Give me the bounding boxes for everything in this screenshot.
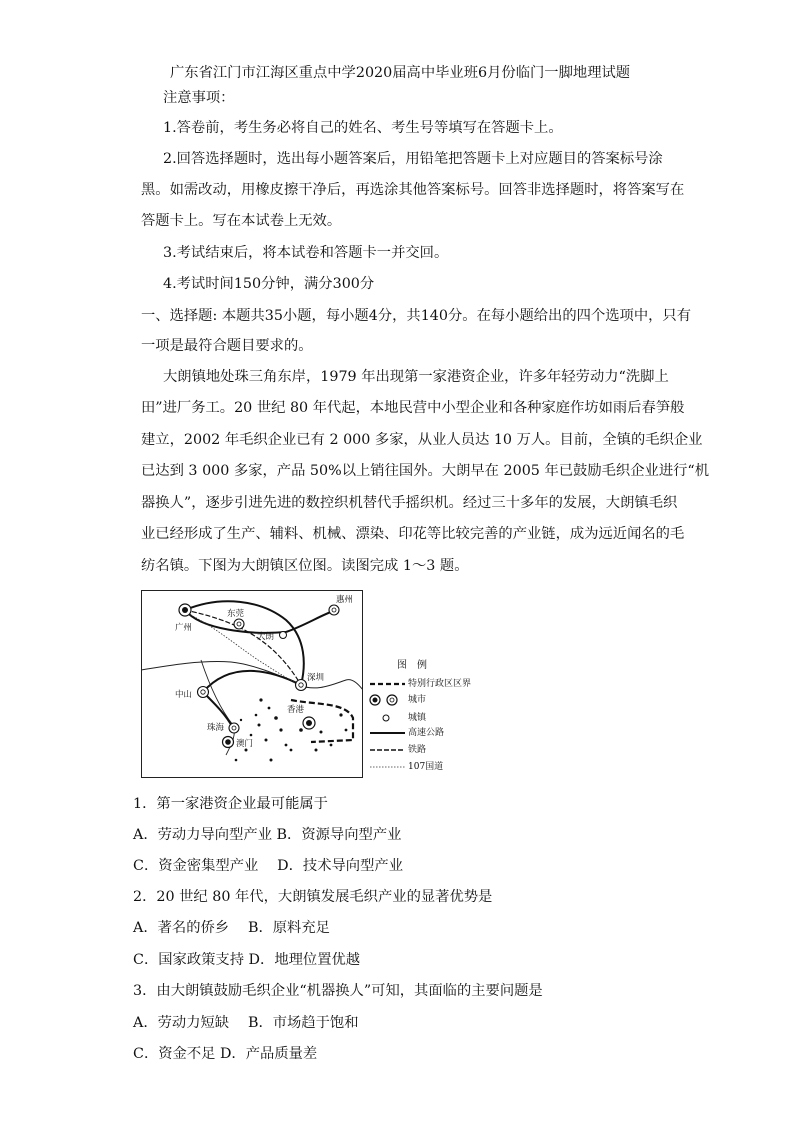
option-line: A．劳动力导向型产业 B．资源导向型产业 [133,827,402,843]
question-line: 1．第一家港资企业最可能属于 [133,796,328,812]
option-line: C．资金密集型产业 D．技术导向型产业 [133,858,403,874]
passage-line: 田”进厂务工。20 世纪 80 年代起，本地民营中小型企业和各种家庭作坊如雨后春笋般 [141,400,685,416]
passage-line: 已达到 3 000 多家，产品 50%以上销往国外。大朗早在 2005 年已鼓励毛织企业进行“机 [141,463,710,479]
legend-label: 铁路 [408,745,427,755]
section-line: 一、选择题: 本题共35小题，每小题4分，共140分。在每小题给出的四个选项中，只有 [141,308,692,324]
passage-line: 建立，2002 年毛织企业已有 2 000 多家，从业人员达 10 万人。目前，全镇的毛织企业 [141,432,703,448]
city-label: 广州 [175,623,193,633]
notice-line: 1.答卷前，考生务必将自己的姓名、考生号等填写在答题卡上。 [163,120,563,136]
notice-line: 答题卡上。写在本试卷上无效。 [141,213,342,229]
option-line: A．劳动力短缺 B．市场趋于饱和 [133,1015,359,1031]
city-label: 深圳 [307,673,325,683]
map-frame [142,591,363,778]
document-title: 广东省江门市江海区重点中学2020届高中毕业班6月份临门一脚地理试题 [170,65,631,81]
notice-line: 黑。如需改动，用橡皮擦干净后，再选涂其他答案标号。回答非选择题时，将答案写在 [141,182,685,198]
city-label: 珠海 [207,723,225,733]
option-line: A．著名的侨乡 B．原料充足 [133,920,330,936]
city-guangzhou [175,604,192,633]
city-dongguan [227,608,245,629]
city-hongkong [287,704,315,729]
option-line: C．资金不足 D．产品质量差 [133,1046,318,1062]
town-dalang [257,631,287,642]
city-huizhou [329,594,353,615]
notice-line: 2.回答选择题时，选出每小题答案后，用铅笔把答题卡上对应题目的答案标号涂 [163,151,663,167]
location-map [141,590,363,778]
legend-city-symbol [370,695,397,705]
section-line: 一项是最符合题目要求的。 [141,338,313,354]
notice-heading: 注意事项： [163,90,235,106]
expressway [203,671,301,692]
city-label: 澳门 [236,739,254,749]
option-line: C．国家政策支持 D．地理位置优越 [133,952,361,968]
city-label: 东莞 [227,609,245,619]
notice-line: 3.考试结束后，将本试卷和答题卡一并交回。 [163,245,449,261]
passage-line: 大朗镇地处珠三角东岸，1979 年出现第一家港资企业，许多年轻劳动力“洗脚上 [163,369,669,385]
city-zhongshan [175,687,209,701]
passage-line: 业已经形成了生产、辅料、机械、漂染、印花等比较完善的产业链，成为远近闻名的毛 [141,526,685,542]
legend-label: 城市 [408,695,427,705]
legend-label: 高速公路 [408,728,445,738]
city-label: 大朗 [257,632,275,642]
passage-line: 纺名镇。下图为大朗镇区位图。读图完成 1～3 题。 [141,558,469,574]
city-zhuhai [207,722,239,733]
city-macau [223,737,254,750]
legend-town-symbol [383,715,389,721]
passage-line: 器换人”，逐步引进先进的数控织机替代手摇织机。经过三十多年的发展，大朗镇毛织 [141,495,678,511]
question-line: 3．由大朗镇鼓励毛织企业“机器换人”可知，其面临的主要问题是 [133,983,543,999]
legend-label: 107国道 [408,762,444,772]
notice-line: 4.考试时间150分钟，满分300分 [163,276,375,292]
expressway [286,610,336,632]
city-label: 香港 [287,705,305,715]
question-line: 2．20 世纪 80 年代，大朗镇发展毛织产业的显著优势是 [133,889,493,905]
coastline [141,662,363,690]
city-label: 惠州 [336,595,354,605]
legend-label: 城镇 [408,713,427,723]
city-label: 中山 [175,690,193,700]
legend-label: 特别行政区区界 [408,679,472,689]
legend-title: 图 例 [397,660,427,671]
